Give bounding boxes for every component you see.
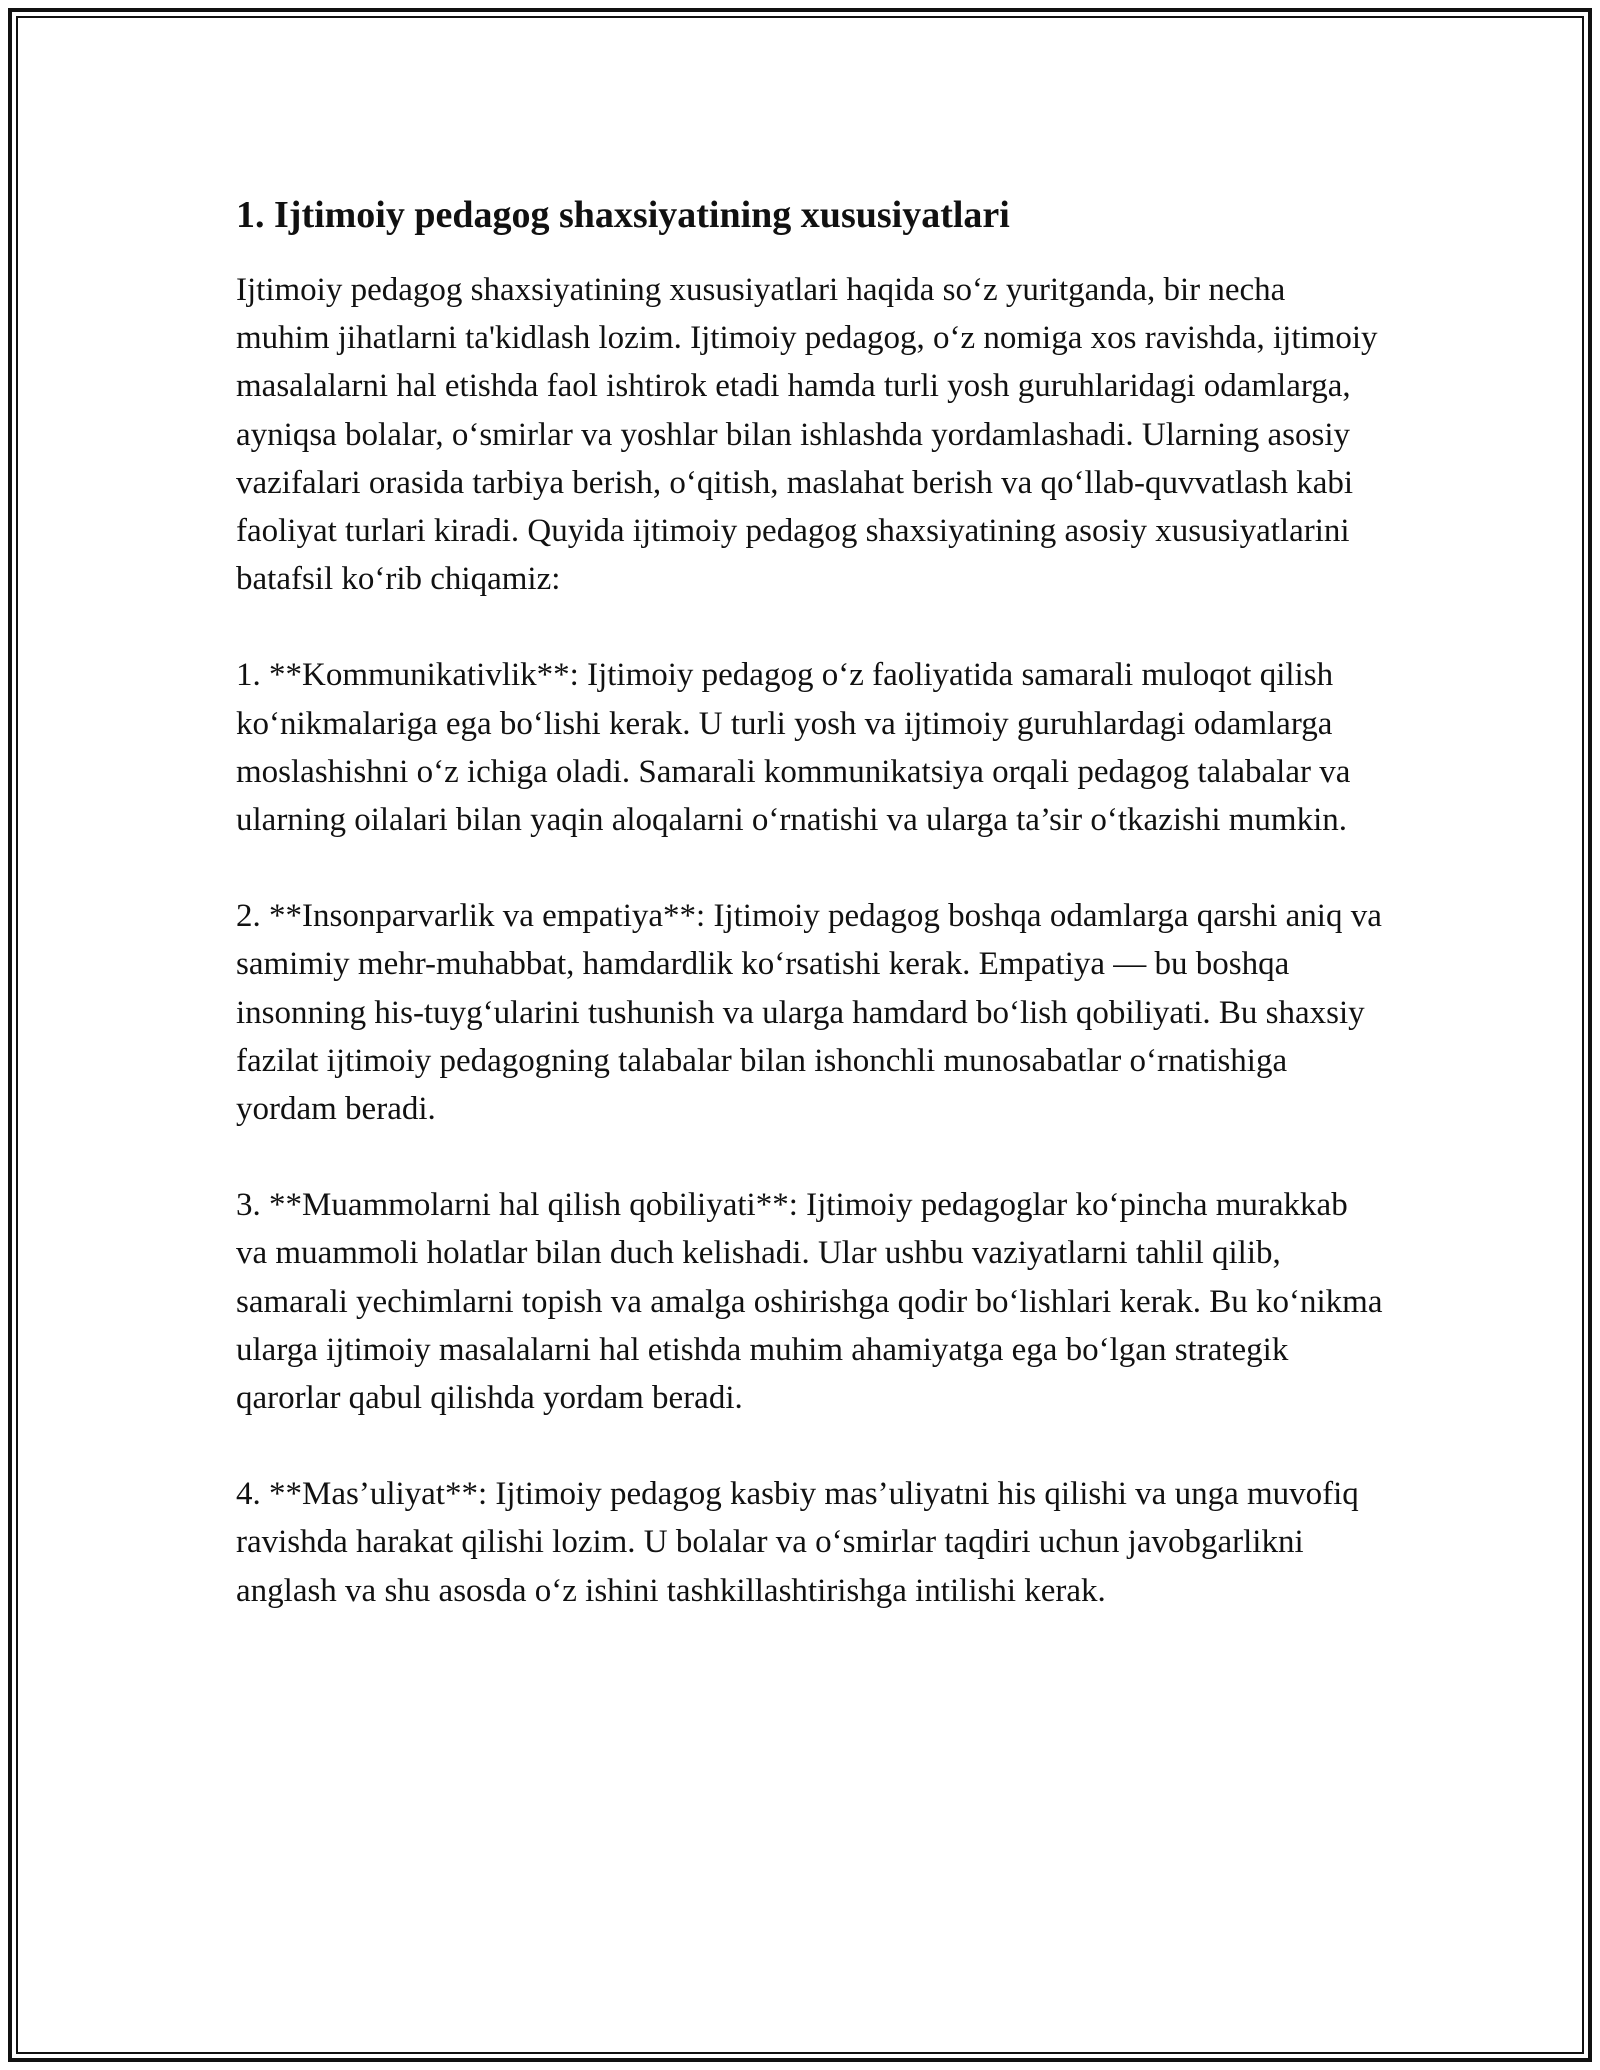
document-body [236,188,1386,1615]
paragraph-communicativeness: 1. **Kommunikativlik**: Ijtimoiy pedagog o‘z faoliyatida samarali muloqot qilish ko‘nikmalariga ega bo‘lishi kerak. U turli yosh va ijtimoiy guruhlardagi odamlarga moslashishni o‘z ichiga oladi. Samarali kommunikatsiya orqali pedagog talabalar va ularning oilalari bilan yaqin aloqalarni o‘rnatishi va ularga ta’sir o‘tkazishi mumkin. [236,657,1351,839]
paragraph-responsibility: 4. **Mas’uliyat**: Ijtimoiy pedagog kasbiy mas’uliyatni his qilishi va unga muvofiq ravishda harakat qilishi lozim. U bolalar va o‘smirlar taqdiri uchun javobgarlikni anglash va shu asosda o‘z ishini tashkillashtirishga intilishi kerak. [236,1476,1359,1609]
paragraph-humanism-empathy: 2. **Insonparvarlik va empatiya**: Ijtimoiy pedagog boshqa odamlarga qarshi aniq va samimiy mehr-muhabbat, hamdardlik ko‘rsatishi kerak. Empatiya — bu boshqa insonning his-tuyg‘ularini tushunish va ularga hamdard bo‘lish qobiliyati. Bu shaxsiy fazilat ijtimoiy pedagogning talabalar bilan ishonchli munosabatlar o‘rnatishiga yordam beradi. [236,898,1382,1128]
section-heading: 1. Ijtimoiy pedagog shaxsiyatining xususiyatlari [236,194,1010,236]
paragraph-problem-solving: 3. **Muammolarni hal qilish qobiliyati**: Ijtimoiy pedagoglar ko‘pincha murakkab va muammoli holatlar bilan duch kelishadi. Ular ushbu vaziyatlarni tahlil qilib, samarali yechimlarni topish va amalga oshirishga qodir bo‘lishlari kerak. Bu ko‘nikma ularga ijtimoiy masalalarni hal etishda muhim ahamiyatga ega bo‘lgan strategik qarorlar qabul qilishda yordam beradi. [236,1187,1383,1417]
intro-paragraph: Ijtimoiy pedagog shaxsiyatining xususiyatlari haqida so‘z yuritganda, bir necha muhim jihatlarni ta'kidlash lozim. Ijtimoiy pedagog, o‘z nomiga xos ravishda, ijtimoiy masalalarni hal etishda faol ishtirok etadi hamda turli yosh guruhlaridagi odamlarga, ayniqsa bolalar, o‘smirlar va yoshlar bilan ishlashda yordamlashadi. Ularning asosiy vazifalari orasida tarbiya berish, o‘qitish, maslahat berish va qo‘llab-quvvatlash kabi faoliyat turlari kiradi. Quyida ijtimoiy pedagog shaxsiyatining asosiy xususiyatlarini batafsil ko‘rib chiqamiz: [236,272,1378,598]
